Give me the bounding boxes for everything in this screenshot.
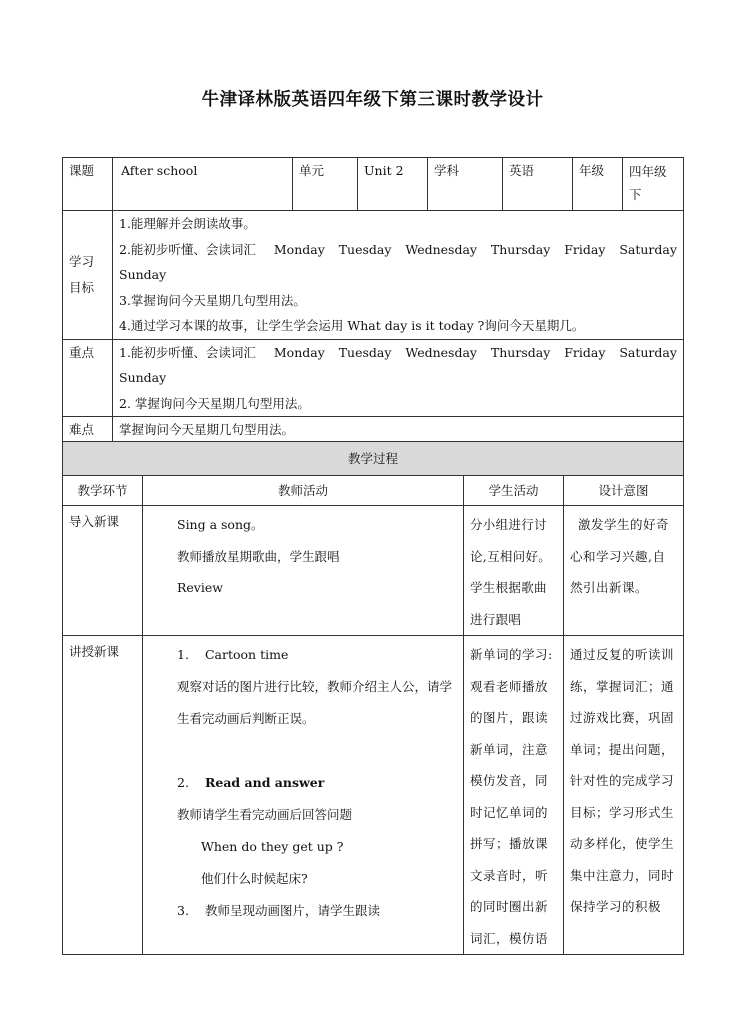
grade-label: 年级 — [573, 158, 623, 211]
day-word: Wednesday — [405, 241, 477, 257]
column-header: 学生活动 — [464, 476, 564, 506]
focus-line-1 — [119, 340, 677, 366]
step-2-title: Read and answer — [204, 775, 325, 790]
day-word: Wednesday — [405, 344, 477, 360]
day-word-sunday: Sunday — [119, 267, 167, 282]
focus-content — [113, 339, 684, 417]
day-word: Monday — [273, 344, 325, 360]
info-row — [63, 158, 684, 211]
difficulty-label: 难点 — [63, 417, 113, 445]
day-word-sunday: Sunday — [119, 370, 167, 385]
step-2-text: 教师请学生看完动画后回答问题 — [177, 807, 353, 822]
process-columns-row — [63, 476, 684, 506]
step-2-heading — [177, 767, 455, 799]
step-1-title: Cartoon time — [204, 647, 289, 662]
subject-value: 英语 — [503, 158, 573, 211]
intro-intent: 激发学生的好奇心和学习兴趣,自然引出新课。 — [564, 506, 684, 636]
intro-teacher-line: 教师播放星期歌曲，学生跟唱 — [177, 548, 340, 564]
column-header: 设计意图 — [564, 476, 684, 506]
lesson-info-table — [62, 157, 684, 445]
process-header-row — [63, 442, 684, 476]
new-lesson-row — [63, 636, 684, 955]
goals-content — [113, 211, 684, 340]
day-word: Thursday — [490, 241, 551, 257]
teaching-process-table — [62, 441, 684, 955]
subject-label: 学科 — [428, 158, 503, 211]
focus-row — [63, 339, 684, 417]
day-word: Saturday — [619, 344, 677, 360]
topic-label: 课题 — [63, 158, 113, 211]
focus-line-2: 2. 掌握询问今天星期几句型用法。 — [119, 395, 310, 411]
step-2-num: 2. — [177, 775, 189, 790]
goal-line-2-prefix: 2.能初步听懂、会读词汇 — [119, 241, 256, 257]
intro-teacher — [143, 506, 464, 636]
step-1-text: 观察对话的图片进行比较，教师介绍主人公，请学生看完动画后判断正误。 — [177, 679, 453, 726]
goal-line-1: 1.能理解并会朗读故事。 — [119, 216, 256, 231]
topic-value: After school — [113, 158, 293, 211]
spacer — [177, 735, 455, 767]
grade-value: 四年级下 — [623, 158, 684, 211]
column-header: 教学环节 — [63, 476, 143, 506]
step-3-text: 教师呈现动画图片，请学生跟读 — [204, 903, 380, 918]
goal-line-4: 4.通过学习本课的故事，让学生学会运用 What day is it today ?询问今天星期几。 — [119, 318, 585, 333]
goal-line-2 — [119, 237, 677, 263]
process-header: 教学过程 — [63, 442, 684, 476]
unit-value: Unit 2 — [358, 158, 428, 211]
day-word: Friday — [564, 344, 606, 360]
day-word: Friday — [564, 241, 606, 257]
day-word: Monday — [273, 241, 325, 257]
day-word: Thursday — [490, 344, 551, 360]
new-lesson-intent: 通过反复的听读训练，掌握词汇；通过游戏比赛，巩固单词；提出问题，针对性的完成学习目标；学习形式生动多样化，使学生集中注意力，同时保持学习的积极 — [564, 636, 684, 955]
goals-label: 学习目标 — [63, 211, 113, 340]
document-title: 牛津译林版英语四年级下第三课时教学设计 — [201, 90, 544, 110]
day-word: Tuesday — [338, 241, 392, 257]
step-1-num: 1. — [177, 647, 189, 662]
new-lesson-student: 新单词的学习:观看老师播放的图片，跟读新单词，注意模仿发音，同时记忆单词的拼写；播放课文录音时，听的同时圈出新词汇，模仿语 — [464, 636, 564, 955]
step-2-question-en: When do they get up ? — [201, 839, 344, 854]
difficulty-text: 掌握询问今天星期几句型用法。 — [113, 417, 684, 445]
column-header: 教师活动 — [143, 476, 464, 506]
step-3-heading — [177, 895, 455, 927]
intro-teacher-line: Review — [177, 580, 223, 595]
intro-student: 分小组进行讨论,互相问好。学生根据歌曲进行跟唱 — [464, 506, 564, 636]
day-word: Tuesday — [338, 344, 392, 360]
new-lesson-teacher — [143, 636, 464, 955]
intro-stage: 导入新课 — [63, 506, 143, 636]
goals-row — [63, 211, 684, 340]
day-word: Saturday — [619, 241, 677, 257]
goal-line-3: 3.掌握询问今天星期几句型用法。 — [119, 292, 306, 308]
new-lesson-stage: 讲授新课 — [63, 636, 143, 955]
step-1-heading — [177, 639, 455, 671]
focus-line-1-prefix: 1.能初步听懂、会读词汇 — [119, 344, 256, 360]
focus-label: 重点 — [63, 339, 113, 417]
intro-teacher-line: Sing a song。 — [177, 517, 264, 532]
intro-row — [63, 506, 684, 636]
unit-label: 单元 — [293, 158, 358, 211]
step-3-num: 3. — [177, 903, 189, 918]
step-2-question-cn: 他们什么时候起床? — [201, 871, 308, 886]
